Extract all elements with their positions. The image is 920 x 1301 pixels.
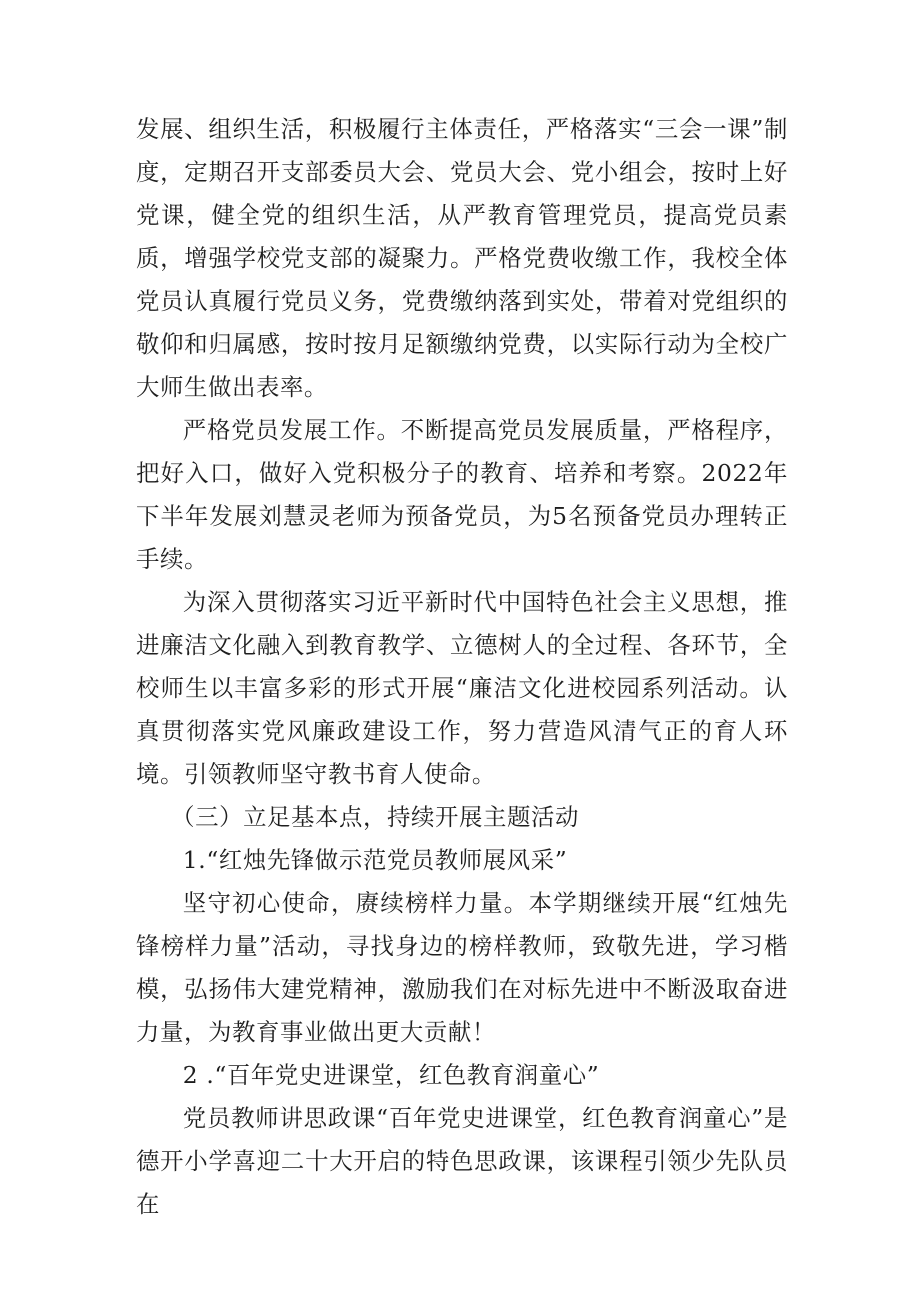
paragraph-party-member-development: 严格党员发展工作。不断提高党员发展质量，严格程序，把好入口，做好入党积极分子的教育、培养和考察。2022年下半年发展刘慧灵老师为预备党员，为5名预备党员办理转正手续。 (136, 416, 788, 573)
subheading-item-1: 1.“红烛先锋做示范党员教师展风采” (182, 846, 568, 874)
paragraph-integrity-culture: 为深入贯彻落实习近平新时代中国特色社会主义思想，推进廉洁文化融入到教育教学、立德树人的全过程、各环节，全校师生以丰富多彩的形式开展“廉洁文化进校园系列活动。认真贯彻落实党风廉政建设工作，努力营造风清气正的育人环境。引领教师坚守教书育人使命。 (136, 588, 788, 788)
subheading-item-2: 2 .“百年党史进课堂，红色教育润童心” (182, 1061, 600, 1089)
section-heading-3: （三）立足基本点，持续开展主题活动 (171, 803, 579, 831)
paragraph-role-model: 坚守初心使命，赓续榜样力量。本学期继续开展“红烛先锋榜样力量”活动，寻找身边的榜样教师，致敬先进，学习楷模，弘扬伟大建党精神，激励我们在对标先进中不断汲取奋进力量，为教育事业做出更大贡献！ (136, 889, 788, 1046)
paragraph-party-organization-life: 发展、组织生活，积极履行主体责任，严格落实“三会一课”制度，定期召开支部委员大会、党员大会、党小组会，按时上好党课，健全党的组织生活，从严教育管理党员，提高党员素质，增强学校党支部的凝聚力。严格党费收缴工作，我校全体党员认真履行党员义务，党费缴纳落到实处，带着对党组织的敬仰和归属感，按时按月足额缴纳党费，以实际行动为全校广大师生做出表率。 (136, 115, 788, 401)
document-body (136, 108, 788, 1226)
paragraph-party-history-class: 党员教师讲思政课“百年党史进课堂，红色教育润童心”是德开小学喜迎二十大开启的特色思政课，该课程引领少先队员在 (136, 1104, 788, 1218)
